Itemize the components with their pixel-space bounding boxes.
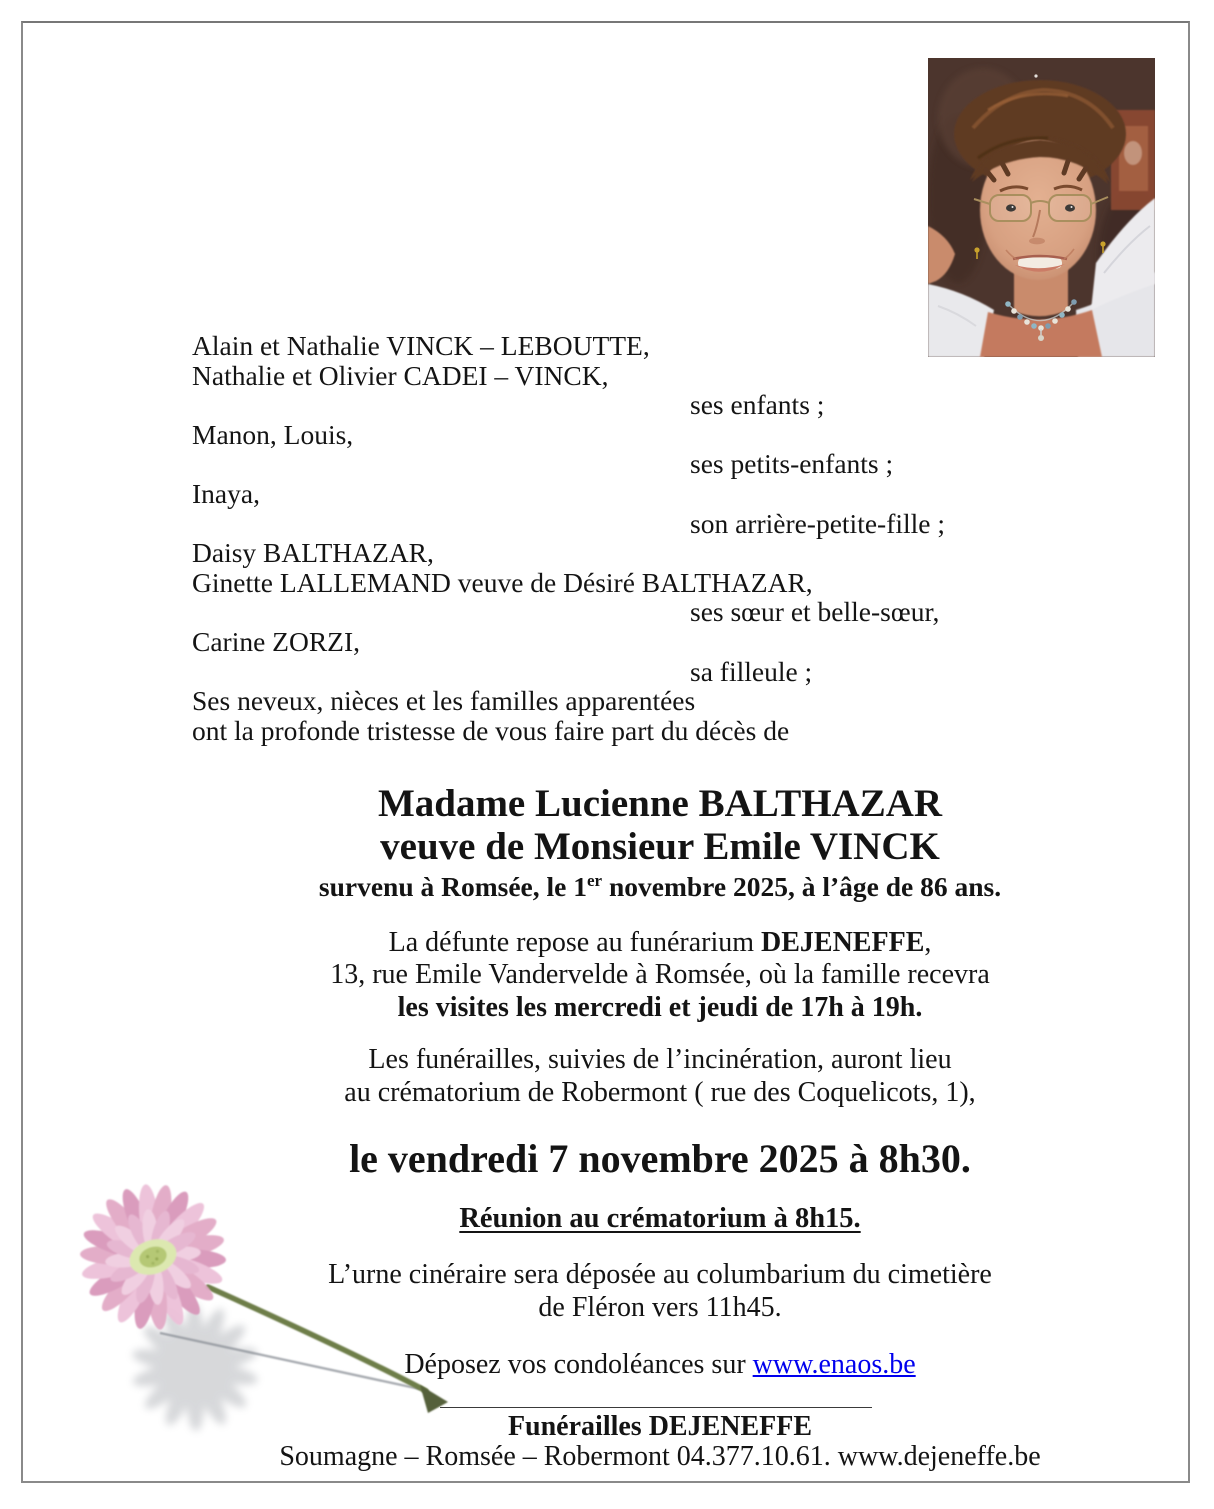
family-line: Inaya,	[192, 477, 260, 509]
footer-divider	[440, 1407, 872, 1408]
visiting-hours-line: les visites les mercredi et jeudi de 17h à 19h.	[397, 991, 923, 1023]
death-details-line: survenu à Romsée, le 1er novembre 2025, à l’âge de 86 ans.	[318, 870, 1002, 902]
funeral-line2: au crématorium de Robermont ( rue des Coquelicots, 1),	[344, 1076, 976, 1108]
relation-label: ses sœur et belle-sœur,	[690, 596, 940, 628]
family-line: Nathalie et Olivier CADEI – VINCK,	[192, 359, 609, 391]
deceased-photo	[928, 58, 1155, 357]
family-line: Manon, Louis,	[192, 418, 354, 450]
wake-block	[127, 927, 1193, 1024]
family-line: Daisy BALTHAZAR,	[192, 537, 434, 569]
deceased-name-line2: veuve de Monsieur Emile VINCK	[380, 825, 940, 868]
family-line: Alain et Nathalie VINCK – LEBOUTTE,	[192, 330, 650, 361]
family-line: ont la profonde tristesse de vous faire part du décès de	[192, 714, 790, 746]
family-line: Ses neveux, nièces et les familles apparentées	[192, 685, 696, 717]
enaos-link[interactable]: www.enaos.be	[752, 1349, 916, 1380]
meeting-line: Réunion au crématorium à 8h15.	[459, 1203, 861, 1234]
funeral-block	[127, 1044, 1193, 1109]
family-line: Carine ZORZI,	[192, 625, 361, 657]
deceased-name-block	[127, 782, 1193, 902]
funeral-line1: Les funérailles, suivies de l’incinération, auront lieu	[368, 1044, 952, 1075]
urn-line2: de Fléron vers 11h45.	[538, 1291, 782, 1323]
condolences-text: Déposez vos condoléances sur	[404, 1349, 753, 1380]
wake-line1: La défunte repose au funérarium DEJENEFFE,	[388, 927, 932, 958]
funeral-home-title: Funérailles DEJENEFFE	[507, 1411, 813, 1442]
relation-label: sa filleule ;	[690, 655, 813, 687]
deceased-name-line1: Madame Lucienne BALTHAZAR	[377, 782, 943, 825]
relation-label: ses petits-enfants ;	[690, 448, 894, 480]
funeral-home-name: DEJENEFFE	[761, 927, 925, 958]
flower-image	[50, 1175, 480, 1450]
family-announcement-block	[192, 331, 1012, 745]
urn-line1: L’urne cinéraire sera déposée au columbarium du cimetière	[328, 1259, 992, 1290]
relation-label: ses enfants ;	[690, 389, 825, 421]
funeral-home-contact: Soumagne – Romsée – Robermont 04.377.10.61. www.dejeneffe.be	[279, 1441, 1041, 1472]
family-line: Ginette LALLEMAND veuve de Désiré BALTHAZAR,	[192, 566, 813, 598]
funeral-date-line: le vendredi 7 novembre 2025 à 8h30.	[349, 1136, 971, 1181]
relation-label: son arrière-petite-fille ;	[690, 507, 946, 539]
wake-line2: 13, rue Emile Vandervelde à Romsée, où la famille recevra	[330, 959, 990, 991]
